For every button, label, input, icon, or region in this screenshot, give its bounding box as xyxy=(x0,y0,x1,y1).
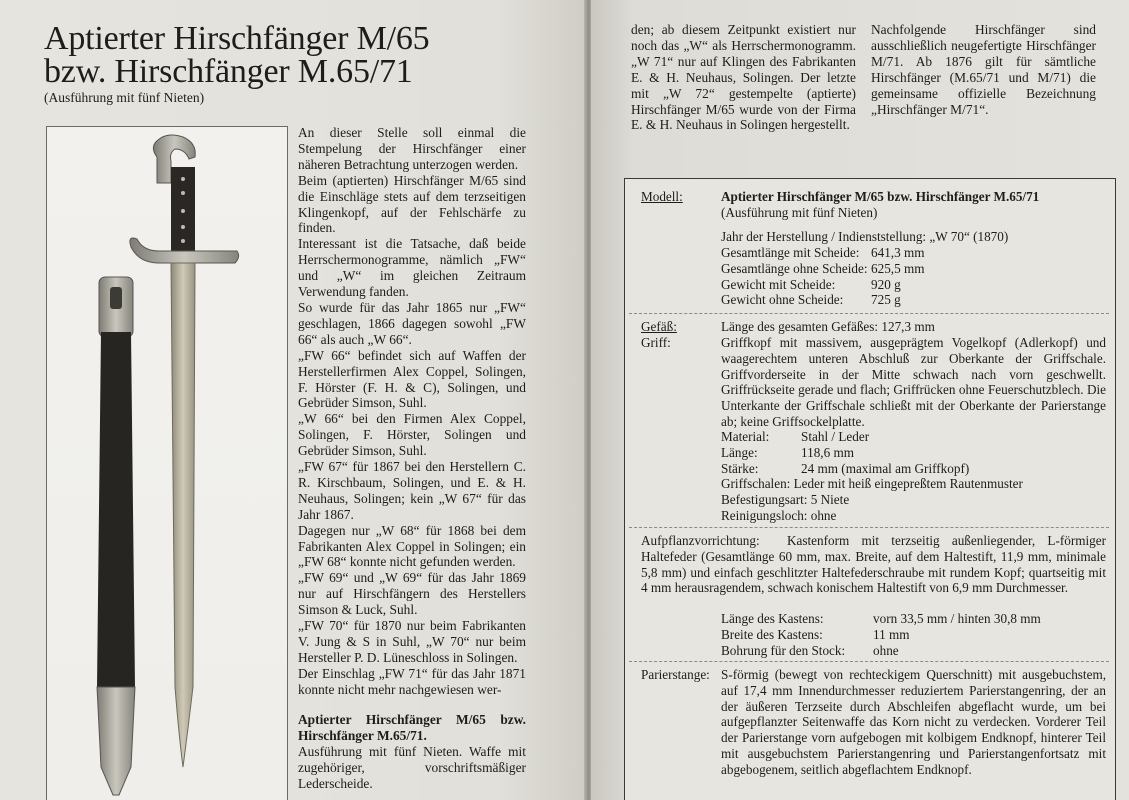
measure-row: Gewicht ohne Scheide: 725 g xyxy=(721,292,901,308)
aufpflanz-row: Länge des Kastens: vorn 33,5 mm / hinten 30,8 mm xyxy=(721,611,1041,626)
right-column-2: Nachfolgende Hirschfänger sind ausschließlich neugefertigte Hirschfänger M/71. Ab 1876 gilt für sämtliche Hirschfänger (M.65/71 und M/71) die gemeinsame offizielle Bezeichnung „Hirschfänger M/71“. xyxy=(871,22,1096,117)
right-column-1: den; ab diesem Zeitpunkt existiert nur noch das „W“ als Herrschermonogramm. „W 71“ nur auf Klingen des Fabrikanten E. & H. Neuhaus, Solingen. Der letzte mit „W 72“ gestempelte (aptierte) Hirschfänger M/65 wurde von der Firma E. & H. Neuhaus in Solingen hergestellt. xyxy=(631,22,856,133)
befestigung: Befestigungsart: 5 Niete xyxy=(721,492,850,508)
paragraph: „FW 67“ für 1867 bei den Herstellern C. R. Kirschbaum, Solingen, und E. & H. Neuhaus, Solingen; kein „W 67“ für das Jahr 1867. xyxy=(298,459,526,522)
griff-row: Stärke: 24 mm (maximal am Griffkopf) xyxy=(721,460,970,476)
page-subtitle: (Ausführung mit fünf Nieten) xyxy=(44,90,205,105)
bayonet-illustration xyxy=(47,127,287,800)
aufpflanz-label: Aufpflanzvorrichtung: xyxy=(641,533,760,548)
divider xyxy=(629,661,1109,662)
paragraph: So wurde für das Jahr 1865 nur „FW“ geschlagen, 1866 dagegen sowohl „FW 66“ als auch „W 66“. xyxy=(298,299,526,347)
griff-row: Länge: 118,6 mm xyxy=(721,444,854,460)
left-body-text xyxy=(298,125,526,698)
parier-text: S-förmig (bewegt von rechteckigem Querschnitt) mit ausgebuchstem, auf 17,4 mm Innendurchmesser reduziertem Parierstangenring, der an der äußeren Terzseite durch Abschleifen abgeflacht wurde, um bei aufgepflanzter Seitenwaffe das Korn nicht zu verdecken. Vorderer Teil der Parierstange vorn aufgebogen mit kolbigem Endknopf, hinterer Teil mit ausgebuchstem Parierstangenring und Parierstangenfortsatz mit abgebogenem, seitlich abgeflachtem Endknopf. xyxy=(721,667,1106,777)
parier-label: Parierstange: xyxy=(641,667,710,682)
divider xyxy=(629,527,1109,528)
measure-row: Gewicht mit Scheide: 920 g xyxy=(721,276,901,292)
griff-row: Material: Stahl / Leder xyxy=(721,429,870,444)
modell-title: Aptierter Hirschfänger M/65 bzw. Hirschfänger M.65/71 xyxy=(721,189,1040,204)
gefaess-label: Gefäß: xyxy=(641,319,677,334)
measure-row: Gesamtlänge mit Scheide: 641,3 mm xyxy=(721,245,925,260)
aufpflanz-details xyxy=(721,611,1106,658)
measures-list xyxy=(721,245,1021,308)
aufpflanz-row: Bohrung für den Stock: ohne xyxy=(721,642,899,658)
hirschfaenger xyxy=(130,135,239,767)
bayonet-photo xyxy=(46,126,288,800)
right-page xyxy=(591,0,1129,800)
griffschalen: Griffschalen: Leder mit heiß eingepreßtem Rautenmuster xyxy=(721,476,1023,492)
paragraph: „FW 70“ für 1870 nur beim Fabrikanten V. Jung & S in Suhl, „W 70“ nur beim Hersteller P. D. Lüneschloss in Solingen. xyxy=(298,618,526,665)
griff-details xyxy=(721,429,1106,524)
reinigung: Reinigungsloch: ohne xyxy=(721,507,837,523)
aufpflanz-text: Kastenform mit terzseitig außenliegender, L-förmiger Haltefeder (Gesamtlänge 60 mm, max. Breite, auf dem Haltestift, 11,9 mm, minimale 5,8 mm) und einfach geschlitzter Haltefederschraube mit rundem Kopf; quartseitig mit 4 mm herausragendem, schwach konischem Haltestift von 6,9 mm Durchmesser. xyxy=(641,533,1106,596)
paragraph: „W 66“ bei den Firmen Alex Coppel, Solingen, F. Hörster, Solingen und Gebrüder Simson, Suhl. xyxy=(298,411,526,459)
caption-text: Ausführung mit fünf Nieten. Waffe mit zugehöriger, vorschriftsmäßiger Lederscheide. xyxy=(298,743,526,791)
paragraph: Interessant ist die Tatsache, daß beide Herrschermonogramme, nämlich „FW“ und „W“ im gleichen Zeitraum Verwendung fanden. xyxy=(298,236,526,300)
divider xyxy=(629,313,1109,314)
paragraph: „FW 69“ und „W 69“ für das Jahr 1869 nur auf Hirschfängern des Herstellers Simson & Luck, Suhl. xyxy=(298,570,526,618)
modell-subtitle: (Ausführung mit fünf Nieten) xyxy=(721,205,878,220)
gefaess-text: Länge des gesamten Gefäßes: 127,3 mm xyxy=(721,319,935,334)
herstellung: Jahr der Herstellung / Indienststellung: „W 70“ (1870) xyxy=(721,229,1009,244)
paragraph: Der Einschlag „FW 71“ für das Jahr 1871 konnte nicht mehr nachgewiesen wer- xyxy=(298,665,526,697)
griff-text: Griffkopf mit massivem, ausgeprägtem Vogelkopf (Adlerkopf) und waagerechtem unteren Abschluß zur Oberkante der Griffschale. Griffvorderseite in der Mitte schwach nach vorn geschwellt. Griffrückseite gerade und flach; Griffrücken ohne Feuerschutzblech. Die Unterkante der Griffschale schließt mit der Oberkante der Parierstange ab; keine Griffsockelplatte. xyxy=(721,335,1106,429)
title-line-2: bzw. Hirschfänger M.65/71 xyxy=(44,53,413,90)
specification-box xyxy=(624,178,1116,800)
griff-label: Griff: xyxy=(641,335,671,350)
photo-caption xyxy=(298,712,526,792)
modell-label: Modell: xyxy=(641,189,683,204)
scabbard xyxy=(97,277,135,795)
paragraph: Dagegen nur „W 68“ für 1868 bei dem Fabrikanten Alex Coppel in Solingen; ein „FW 68“ konnte nicht gefunden werden. xyxy=(298,522,526,570)
page-title xyxy=(44,22,429,88)
aufpflanz-row: Breite des Kastens: 11 mm xyxy=(721,626,910,642)
title-line-1: Aptierter Hirschfänger M/65 xyxy=(44,20,430,57)
paragraph: „FW 66“ befindet sich auf Waffen der Herstellerfirmen Alex Coppel, Solingen, F. Hörster (F. H. & C), Solingen, und Gebrüder Simson, Suhl. xyxy=(298,347,526,411)
paragraph: An dieser Stelle soll einmal die Stempelung der Hirschfänger einer näheren Betrachtung unterzogen werden. xyxy=(298,125,526,172)
caption-title: Aptierter Hirschfänger M/65 bzw. Hirschfänger M.65/71. xyxy=(298,712,526,743)
paragraph: Beim (aptierten) Hirschfänger M/65 sind die Einschläge stets auf dem terzseitigen Klingenkopf, auf der Fehlschärfe zu finden. xyxy=(298,172,526,236)
measure-row: Gesamtlänge ohne Scheide: 625,5 mm xyxy=(721,260,925,276)
